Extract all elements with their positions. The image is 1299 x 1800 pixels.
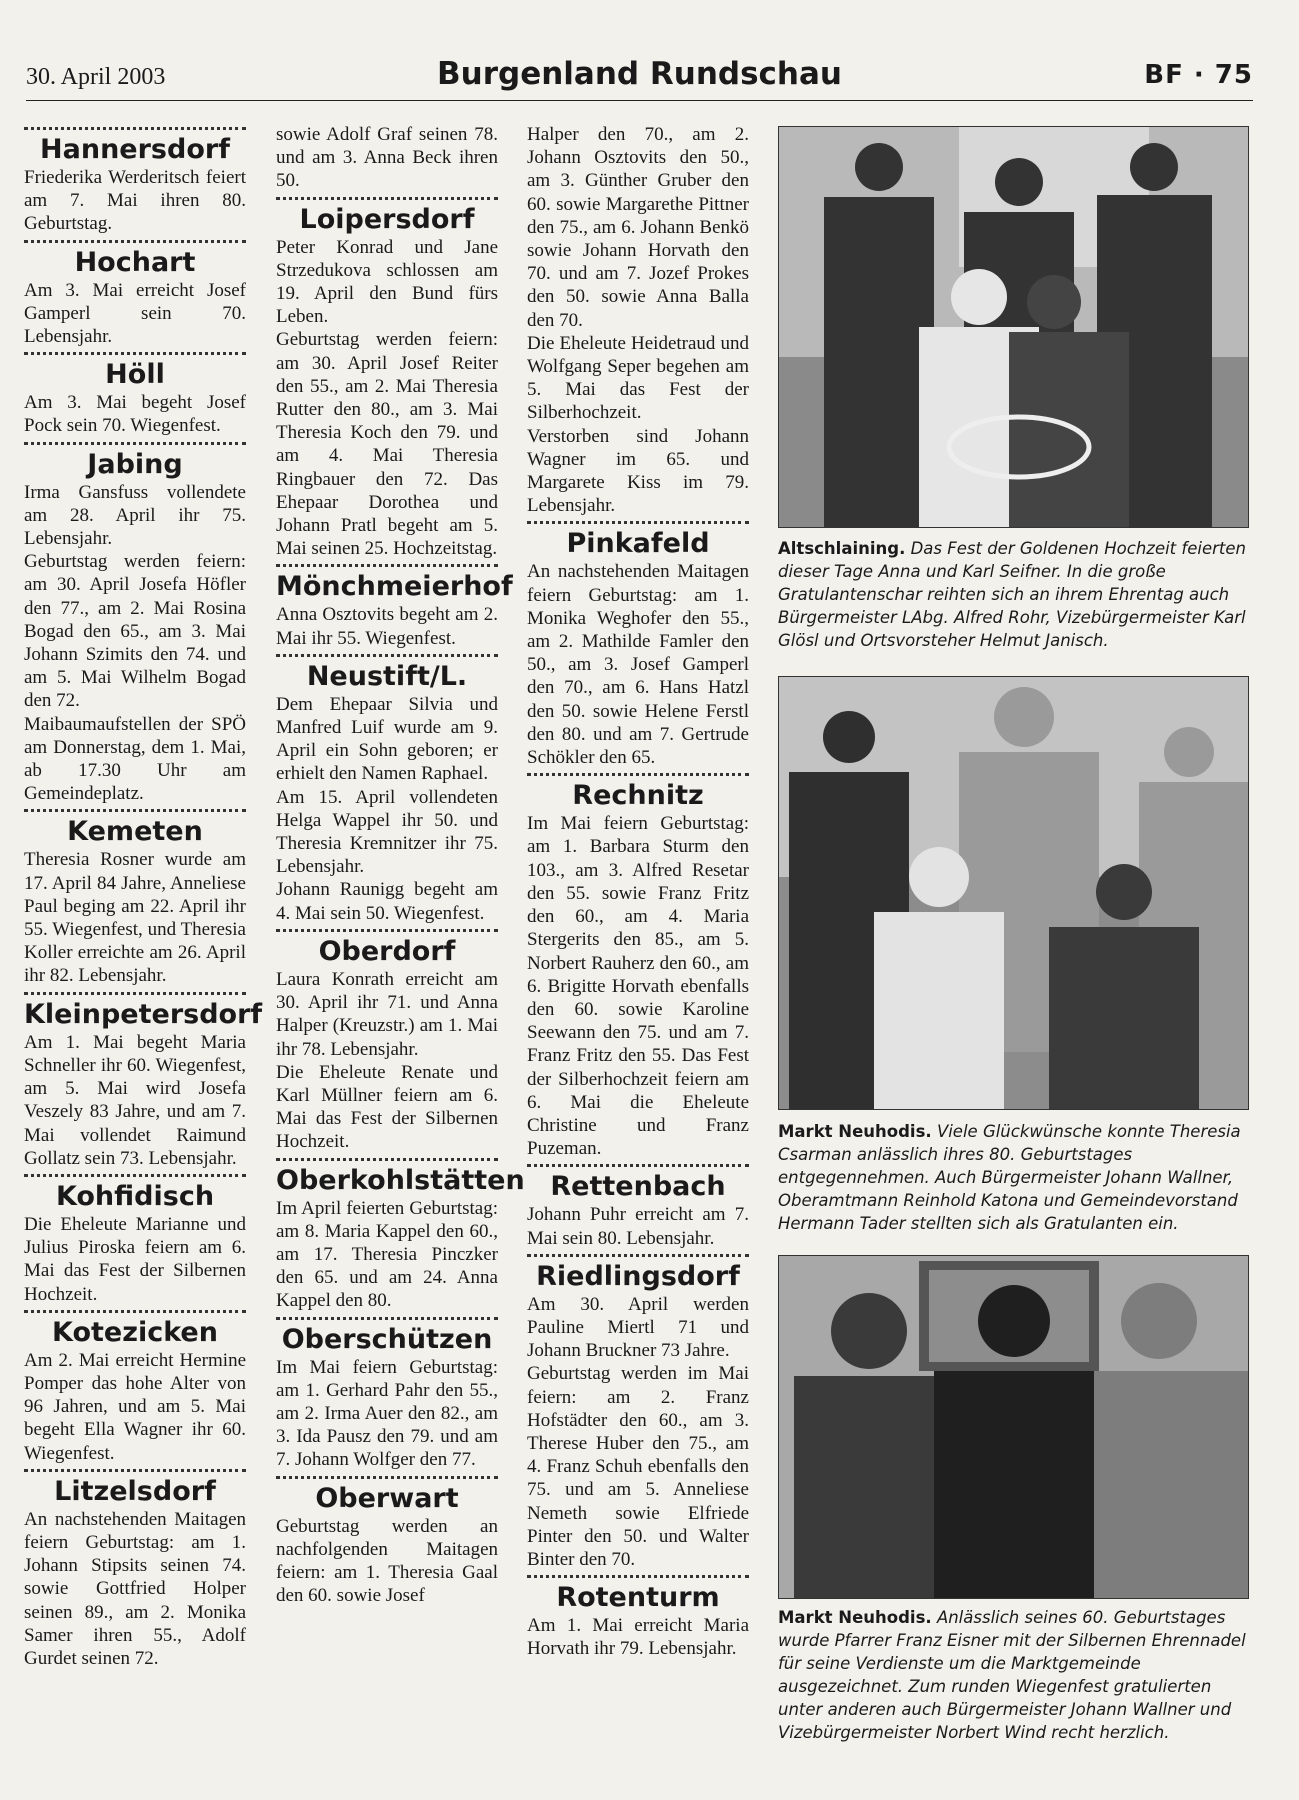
section-title: Jabing xyxy=(87,448,183,480)
section-title: Oberwart xyxy=(315,1482,459,1514)
news-section xyxy=(276,654,498,925)
section-title: Höll xyxy=(105,359,165,391)
dotted-divider xyxy=(276,1158,498,1161)
section-title: Riedlingsdorf xyxy=(536,1260,740,1292)
news-section xyxy=(276,1158,525,1313)
news-section xyxy=(527,123,749,517)
dotted-divider xyxy=(24,992,246,995)
section-title: Neustift/L. xyxy=(306,660,468,692)
caption-3-place: Markt Neuhodis. xyxy=(778,1608,932,1627)
dotted-divider xyxy=(24,240,246,243)
page-header xyxy=(26,54,1253,101)
dotted-divider xyxy=(527,521,749,524)
section-title: Hochart xyxy=(74,246,196,278)
photo-3-image xyxy=(779,1256,1248,1598)
caption-2-place: Markt Neuhodis. xyxy=(778,1122,932,1141)
section-title: Hannersdorf xyxy=(40,134,230,165)
dotted-divider xyxy=(527,1254,749,1257)
page-number: BF · 75 xyxy=(1144,60,1253,90)
dotted-divider xyxy=(24,1469,246,1472)
news-section xyxy=(24,1174,246,1306)
news-section xyxy=(276,197,498,561)
news-section xyxy=(276,564,513,649)
section-paragraph: Am 2. Mai erreicht Hermine Pomper das hohe Alter von 96 Jahren, und am 5. Mai begeht Ella Wagner ihr 60. Wiegenfest. xyxy=(24,1349,246,1464)
section-title: Pinkafeld xyxy=(566,528,710,560)
section-title: Oberschützen xyxy=(281,1323,493,1355)
section-title: Litzelsdorf xyxy=(54,1475,216,1507)
section-paragraph: Am 3. Mai begeht Josef Pock sein 70. Wiegenfest. xyxy=(24,392,246,437)
section-paragraph: Im Mai feiern Geburtstag: am 1. Barbara Sturm den 103., am 3. Alfred Resetar den 55. sowie Franz Fritz den 60., am 4. Maria Stergerits den 85., am 5. Norbert Rauherz den 60., am 6. Brigitte Horvath ebenfalls den 60. sowie Karoline Seewann den 75. und am 7. Franz Fritz den 55. Das Fest der Silberhochzeit feiern am 6. Mai die Eheleute Christine und Franz Puzeman. xyxy=(527,813,749,1160)
section-paragraph: Anna Osztovits begeht am 2. Mai ihr 55. Wiegenfest. xyxy=(276,604,498,649)
section-paragraph: Peter Konrad und Jane Strzedukova schlossen am 19. April den Bund fürs Leben. xyxy=(276,236,498,328)
section-paragraph: Die Eheleute Heidetraud und Wolfgang Seper begehen am 5. Mai das Fest der Silberhochzeit. xyxy=(527,332,749,424)
dotted-divider xyxy=(276,1476,498,1479)
news-section xyxy=(527,1575,749,1660)
dotted-divider xyxy=(276,1317,498,1320)
news-section xyxy=(24,352,246,437)
caption-3 xyxy=(778,1606,1248,1744)
caption-2 xyxy=(778,1120,1248,1235)
dotted-divider xyxy=(24,1310,246,1313)
dotted-divider xyxy=(24,127,246,130)
section-paragraph: Am 30. April werden Pauline Miertl 71 und Johann Bruckner 73 Jahre. xyxy=(527,1293,749,1362)
dotted-divider xyxy=(24,1174,246,1177)
news-section xyxy=(24,442,246,806)
section-title: Loipersdorf xyxy=(299,203,475,235)
section-paragraph: Geburtstag werden feiern: am 30. April Josefa Höfler den 77., am 2. Mai Rosina Bogad den 65., am 3. Mai Johann Szimits den 74. und am 5. Mai Wilhelm Bogad den 72. xyxy=(24,551,246,712)
caption-1 xyxy=(778,537,1248,652)
news-section xyxy=(24,127,246,236)
column-3 xyxy=(527,123,749,1661)
caption-1-text: Das Fest der Goldenen Hochzeit feierten dieser Tage Anna und Karl Seifner. In die große Gratulantenschar reihten sich an ihrem Ehrentag auch Bürgermeister LAbg. Alfred Rohr, Vizebürgermeister Karl Glösl und Ortsvorsteher Helmut Janisch. xyxy=(778,539,1246,650)
section-paragraph: Die Eheleute Renate und Karl Müllner feiern am 6. Mai das Fest der Silbernen Hochzeit. xyxy=(276,1061,498,1153)
section-paragraph: Laura Konrath erreicht am 30. April ihr 71. und Anna Halper (Kreuzstr.) am 1. Mai ihr 78. Lebensjahr. xyxy=(276,968,498,1060)
section-paragraph: Am 1. Mai begeht Maria Schneller ihr 60. Wiegenfest, am 5. Mai wird Josefa Veszely 83 Jahre, und am 7. Mai vollendet Raimund Gollatz sein 73. Lebensjahr. xyxy=(24,1031,246,1169)
section-paragraph: Die Eheleute Marianne und Julius Piroska feiern am 6. Mai das Fest der Silbernen Hochzeit. xyxy=(24,1213,246,1305)
caption-2-text: Viele Glückwünsche konnte Theresia Csarman anlässlich ihres 80. Geburtstages entgegennehmen. Auch Bürgermeister Johann Wallner, Oberamtmann Reinhold Katona und Gemeindevorstand Hermann Tader stellten sich als Gratulanten ein. xyxy=(778,1122,1241,1233)
news-section xyxy=(527,1164,749,1249)
news-section xyxy=(24,1469,246,1670)
photo-2-image xyxy=(779,677,1248,1109)
caption-1-place: Altschlaining. xyxy=(778,539,906,558)
section-paragraph: Geburtstag werden im Mai feiern: am 2. Franz Hofstädter den 60., am 3. Therese Huber den 75., am 4. Franz Schuh ebenfalls den 75. und am 5. Anneliese Nemeth sowie Elfriede Pinter den 50. und Walter Binter den 70. xyxy=(527,1363,749,1570)
column-2 xyxy=(276,123,525,1607)
photo-altschlaining xyxy=(778,126,1249,528)
section-title: Rechnitz xyxy=(572,780,704,812)
caption-3-text: Anlässlich seines 60. Geburtstages wurde Pfarrer Franz Eisner mit der Silbernen Ehrennadel für seine Verdienste um die Marktgemeinde ausgezeichnet. Zum runden Wiegenfest gratulierten unter anderen auch Bürgermeister Johann Wallner und Vizebürgermeister Norbert Wind recht herzlich. xyxy=(778,1608,1246,1742)
dotted-divider xyxy=(276,929,498,932)
section-title: Kotezicken xyxy=(52,1316,218,1348)
dotted-divider xyxy=(24,809,246,812)
section-paragraph: Im Mai feiern Geburtstag: am 1. Gerhard Pahr den 55., am 2. Irma Auer den 82., am 3. Ida Pausz den 79. und am 7. Johann Wolfger den 77. xyxy=(276,1356,498,1471)
news-section xyxy=(276,1476,498,1608)
section-paragraph: An nachstehenden Maitagen feiern Geburtstag: am 1. Johann Stipsits seinen 74. sowie Gottfried Holper seinen 89., am 2. Monika Samer ihren 55., Adolf Gurdet seinen 72. xyxy=(24,1508,246,1669)
section-paragraph: Friederika Werderitsch feiert am 7. Mai ihren 80. Geburtstag. xyxy=(24,167,246,235)
news-section xyxy=(24,992,263,1170)
section-title: Oberdorf xyxy=(318,935,456,967)
section-paragraph: Halper den 70., am 2. Johann Osztovits den 50., am 3. Günther Gruber den 60. sowie Margarethe Pittner den 75., am 6. Johann Benkö sowie Johann Horvath den 70. und am 7. Jozef Prokes den 50. sowie Anna Balla den 70. xyxy=(527,124,749,331)
news-section xyxy=(527,1254,749,1571)
column-1 xyxy=(24,123,263,1670)
news-section xyxy=(24,1310,246,1465)
section-paragraph: Geburtstag werden feiern: am 30. April Josef Reiter den 55., am 2. Mai Theresia Rutter den 80., am 3. Mai Theresia Koch den 79. und am 4. Mai Theresia Ringbauer den 72. Das Ehepaar Dorothea und Johann Pratl begeht am 5. Mai seinen 25. Hochzeitstag. xyxy=(276,329,498,560)
section-paragraph: Am 1. Mai erreicht Maria Horvath ihr 79. Lebensjahr. xyxy=(527,1615,749,1660)
section-paragraph: Am 3. Mai erreicht Josef Gamperl sein 70. Lebensjahr. xyxy=(24,279,246,348)
section-paragraph: Johann Raunigg begeht am 4. Mai sein 50. Wiegenfest. xyxy=(276,879,498,924)
section-paragraph: Theresia Rosner wurde am 17. April 84 Jahre, Anneliese Paul beging am 22. April ihr 55. Wiegenfest, und Theresia Koller erreichte am 26. April ihr 82. Lebensjahr. xyxy=(24,849,246,987)
section-paragraph: Am 15. April vollendeten Helga Wappel ihr 50. und Theresia Kremnitzer ihr 75. Lebensjahr. xyxy=(276,786,498,878)
newspaper-title: Burgenland Rundschau xyxy=(437,56,842,92)
dotted-divider xyxy=(527,1575,749,1578)
dotted-divider xyxy=(276,654,498,657)
section-title: Kohfidisch xyxy=(55,1180,215,1212)
section-paragraph: Maibaumaufstellen der SPÖ am Donnerstag, dem 1. Mai, ab 17.30 Uhr am Gemeindeplatz. xyxy=(24,713,246,805)
photo-markt-neuhodis-1 xyxy=(778,676,1249,1110)
news-section xyxy=(24,240,246,349)
dotted-divider xyxy=(24,442,246,445)
section-title: Rotenturm xyxy=(556,1582,720,1614)
section-paragraph: An nachstehenden Maitagen feiern Geburtstag: am 1. Monika Weghofer den 55., am 2. Mathilde Famler den 50., am 3. Josef Gamperl den 70., am 6. Hans Hatzl den 50. sowie Helene Ferstl den 80. und am 7. Gertrude Schökler den 65. xyxy=(527,561,749,769)
section-title: Oberkohlstätten xyxy=(276,1164,525,1196)
section-paragraph: Geburtstag werden an nachfolgenden Maitagen feiern: am 1. Theresia Gaal den 60. sowie Josef xyxy=(276,1515,498,1607)
section-paragraph: sowie Adolf Graf seinen 78. und am 3. Anna Beck ihren 50. xyxy=(276,124,498,192)
section-title: Rettenbach xyxy=(550,1171,726,1203)
section-paragraph: Dem Ehepaar Silvia und Manfred Luif wurde am 9. April ein Sohn geboren; er erhielt den Namen Raphael. xyxy=(276,693,498,785)
photo-markt-neuhodis-2 xyxy=(778,1255,1249,1599)
section-title: Kleinpetersdorf xyxy=(24,998,263,1030)
news-section xyxy=(527,773,749,1160)
dotted-divider xyxy=(24,352,246,355)
section-paragraph: Verstorben sind Johann Wagner im 65. und Margarete Kiss im 79. Lebensjahr. xyxy=(527,425,749,517)
dotted-divider xyxy=(276,197,498,200)
photo-1-image xyxy=(779,127,1248,527)
section-paragraph: Im April feierten Geburtstag: am 8. Maria Kappel den 60., am 17. Theresia Pinczker den 65. und am 24. Anna Kappel den 80. xyxy=(276,1197,498,1312)
news-section xyxy=(276,929,498,1154)
dotted-divider xyxy=(527,773,749,776)
dotted-divider xyxy=(527,1164,749,1167)
issue-date: 30. April 2003 xyxy=(26,64,166,90)
dotted-divider xyxy=(276,564,498,567)
news-section xyxy=(276,123,498,193)
section-title: Mönchmeierhof xyxy=(276,571,513,603)
news-section xyxy=(276,1317,498,1472)
news-section xyxy=(24,809,246,987)
section-title: Kemeten xyxy=(67,816,203,848)
section-paragraph: Irma Gansfuss vollendete am 28. April ihr 75. Lebensjahr. xyxy=(24,481,246,550)
news-section xyxy=(527,521,749,769)
section-paragraph: Johann Puhr erreicht am 7. Mai sein 80. Lebensjahr. xyxy=(527,1204,749,1249)
